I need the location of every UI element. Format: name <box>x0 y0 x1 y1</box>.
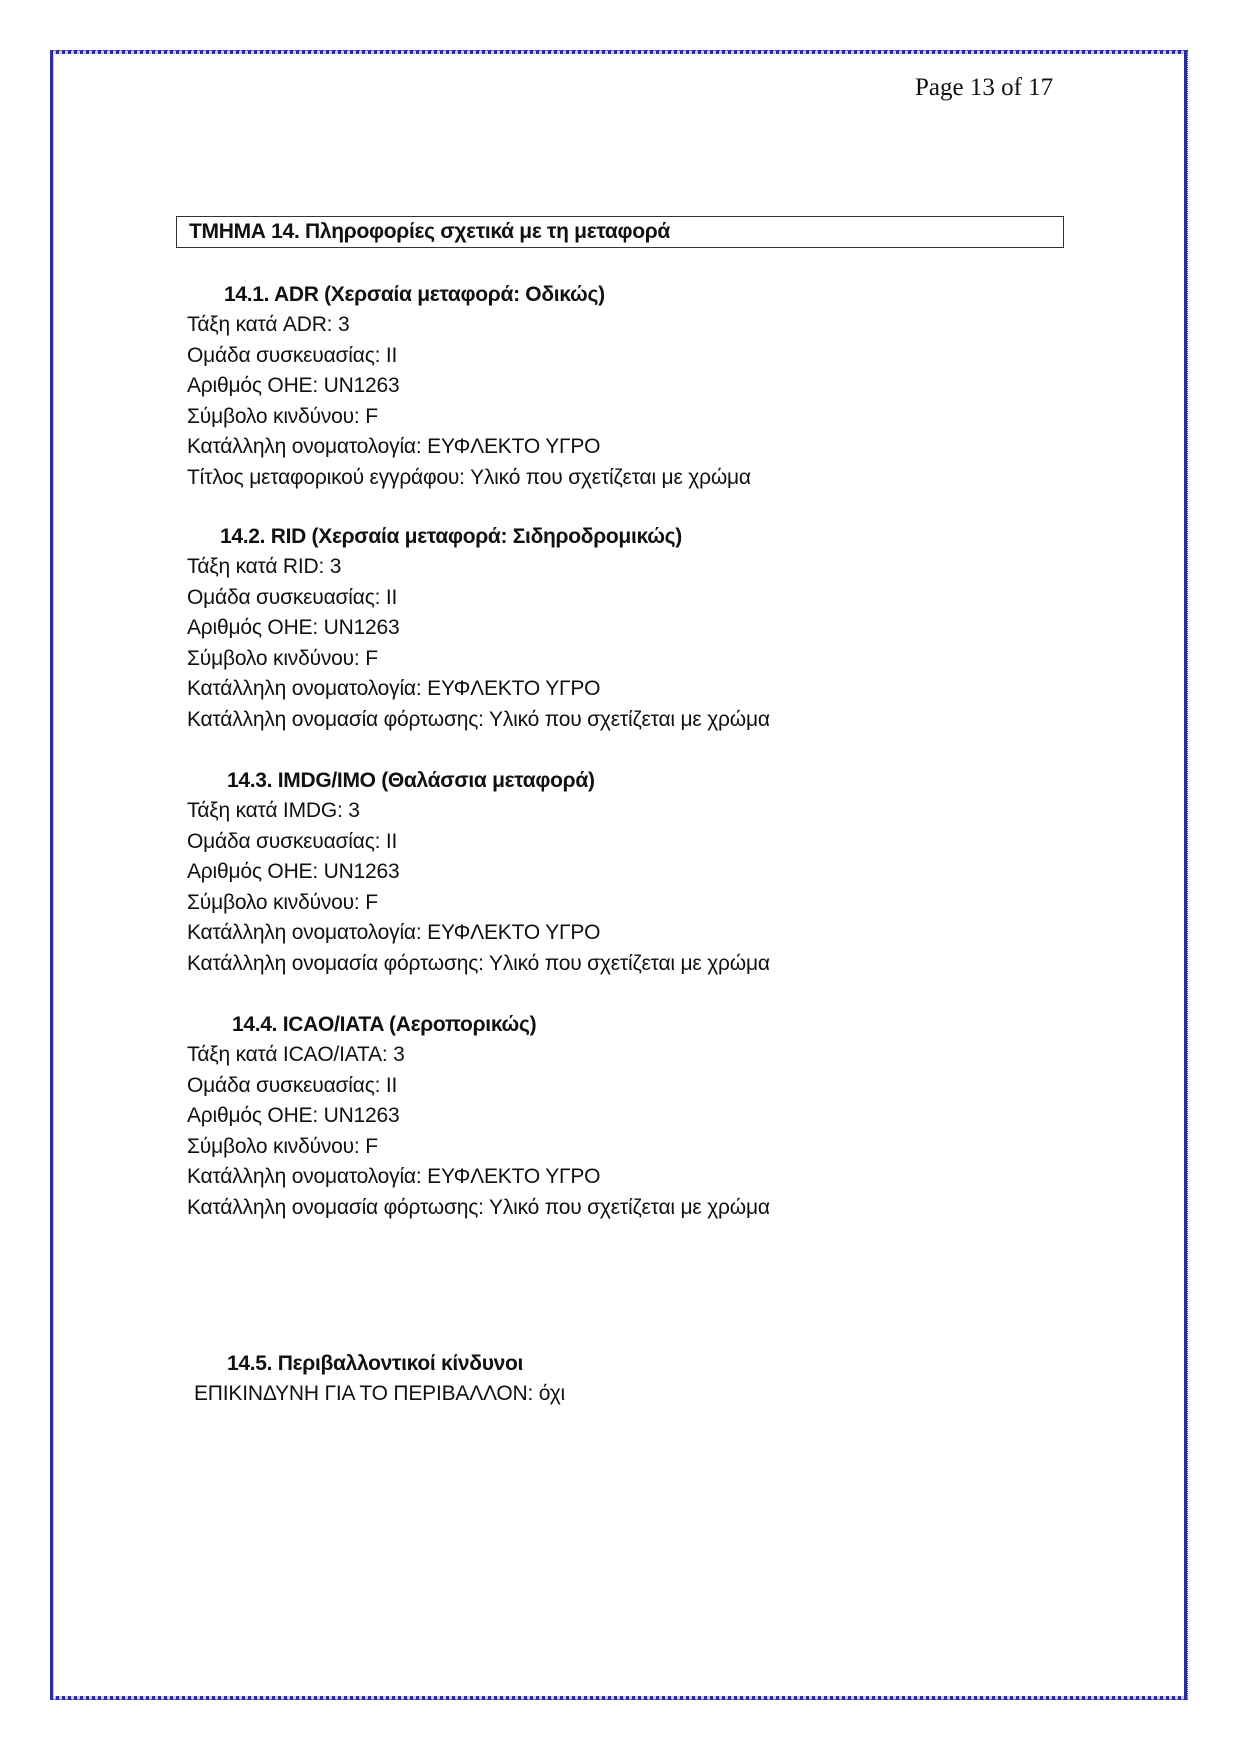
line-proper-name: Κατάλληλη ονοματολογία: ΕΥΦΛΕΚΤΟ ΥΓΡΟ <box>187 435 601 458</box>
line-packing-group: Ομάδα συσκευασίας: II <box>187 829 398 853</box>
line-shipping-name: Κατάλληλη ονομασία φόρτωσης: Υλικό που σχετίζεται με χρώμα <box>187 1195 770 1219</box>
line-document-title: Τίτλος μεταφορικού εγγράφου: Υλικό που σχετίζεται με χρώμα <box>187 465 751 489</box>
subsection-environmental <box>194 1349 565 1410</box>
subsection-imdg <box>187 766 770 979</box>
line-shipping-name: Κατάλληλη ονομασία φόρτωσης: Υλικό που σχετίζεται με χρώμα <box>187 707 770 731</box>
line-packing-group: Ομάδα συσκευασίας: II <box>187 343 398 367</box>
subsection-adr <box>187 280 751 493</box>
line-class: Τάξη κατά ADR: 3 <box>187 313 350 336</box>
subsection-title: 14.1. ADR (Χερσαία μεταφορά: Οδικώς) <box>224 283 605 306</box>
line-un-number: Αριθμός ΟΗΕ: UN1263 <box>187 616 400 639</box>
line-hazard-symbol: Σύμβολο κινδύνου: F <box>187 890 378 914</box>
line-un-number: Αριθμός ΟΗΕ: UN1263 <box>187 374 400 397</box>
line-shipping-name: Κατάλληλη ονομασία φόρτωσης: Υλικό που σχετίζεται με χρώμα <box>187 951 770 975</box>
line-hazard-symbol: Σύμβολο κινδύνου: F <box>187 404 378 428</box>
subsection-rid <box>187 522 770 735</box>
subsection-title: 14.2. RID (Χερσαία μεταφορά: Σιδηροδρομικώς) <box>220 525 682 548</box>
subsection-title: 14.3. IMDG/IMO (Θαλάσσια μεταφορά) <box>227 769 595 792</box>
line-proper-name: Κατάλληλη ονοματολογία: ΕΥΦΛΕΚΤΟ ΥΓΡΟ <box>187 677 601 700</box>
line-packing-group: Ομάδα συσκευασίας: II <box>187 585 398 609</box>
line-class: Τάξη κατά IMDG: 3 <box>187 799 360 822</box>
subsection-icao <box>187 1010 770 1223</box>
section-header: ΤΜΗΜΑ 14. Πληροφορίες σχετικά με τη μεταφορά <box>176 216 1064 248</box>
line-environmental-hazard: ΕΠΙΚΙΝΔΥΝΗ ΓΙΑ ΤΟ ΠΕΡΙΒΑΛΛΟΝ: όχι <box>194 1382 565 1405</box>
line-packing-group: Ομάδα συσκευασίας: II <box>187 1073 398 1097</box>
line-class: Τάξη κατά RID: 3 <box>187 555 342 578</box>
line-hazard-symbol: Σύμβολο κινδύνου: F <box>187 1134 378 1158</box>
line-un-number: Αριθμός ΟΗΕ: UN1263 <box>187 1104 400 1127</box>
subsection-title: 14.5. Περιβαλλοντικοί κίνδυνοι <box>227 1352 524 1375</box>
page-number: Page 13 of 17 <box>915 74 1054 101</box>
line-proper-name: Κατάλληλη ονοματολογία: ΕΥΦΛΕΚΤΟ ΥΓΡΟ <box>187 1165 601 1188</box>
subsection-title: 14.4. ICAO/IATA (Αεροπορικώς) <box>232 1013 537 1036</box>
line-un-number: Αριθμός ΟΗΕ: UN1263 <box>187 860 400 883</box>
line-proper-name: Κατάλληλη ονοματολογία: ΕΥΦΛΕΚΤΟ ΥΓΡΟ <box>187 921 601 944</box>
line-hazard-symbol: Σύμβολο κινδύνου: F <box>187 646 378 670</box>
line-class: Τάξη κατά ICAO/IATA: 3 <box>187 1043 405 1066</box>
